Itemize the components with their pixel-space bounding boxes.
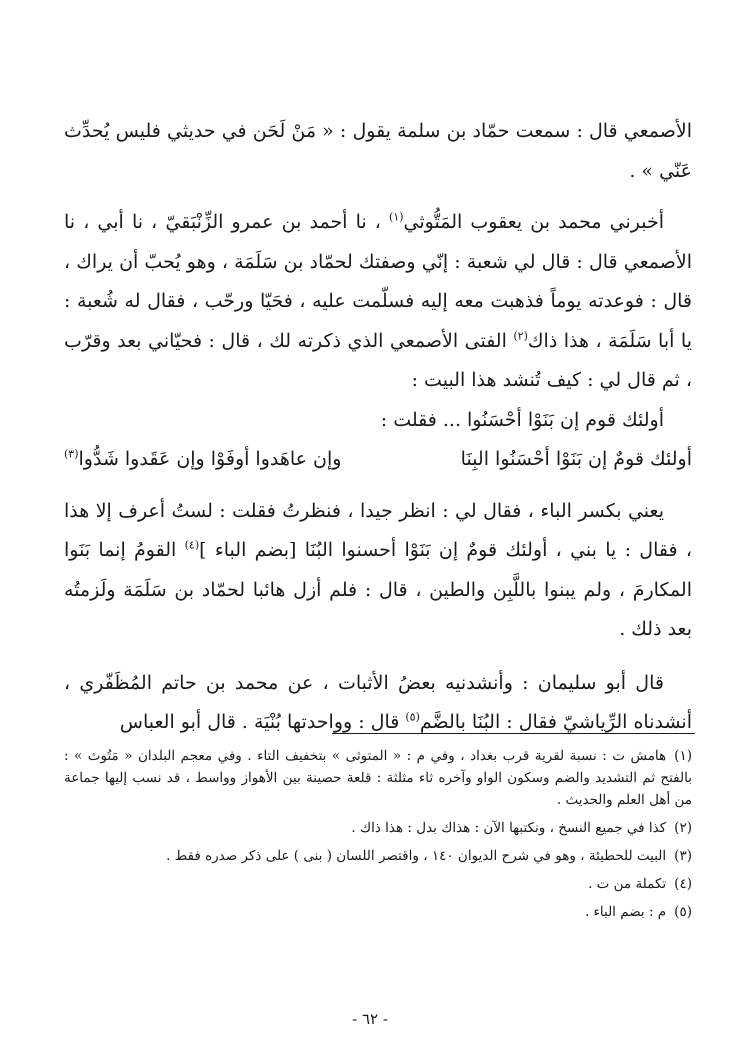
paragraph-2-start: أخبرني محمد بن يعقوب المَتُّوثي (403, 211, 664, 233)
paragraph-3-start: يعني بكسر الباء ، فقال لي : انظر جيدا ، فنظرتُ فقلت : لستُ أعرف إلا هذا ، فقال : يا بني ، أولئك قومٌ إن بَنَوْا أحسنوا البُنَا [بضم الباء ] (64, 499, 693, 561)
footnote-ref-2: (٢) (513, 329, 528, 343)
paragraph-3 (64, 492, 692, 650)
footnote-number: (٣) (674, 848, 692, 864)
paragraph-4-end: قال : وواحدتها بُنْيَة . قال أبو العباس (119, 711, 406, 733)
poetry-verse (64, 440, 692, 480)
footnote-text: هامش ت : نسبة لقرية قرب بغداد ، وفي م : « المتوثى » بتخفيف التاء . وفي معجم البلدان « مَتُوث » : بالفتح ثم التشديد والضم وسكون الواو وآخره ثاء مثلثة : قلعة حصينة بين الأهواز وواسط ، قد نسب إليها جماعة من أهل العلم والحديث . (64, 748, 692, 808)
page-number: - ٦٢ - (352, 1010, 388, 1028)
footnote-number: (٤) (674, 876, 692, 892)
paragraph-4-start: قال أبو سليمان : وأنشدنيه بعضُ الأثبات ، عن محمد بن حاتم المُظَفّري ، أنشدناه الرِّياشيّ فقال : البُنَا بالضَّم (64, 671, 692, 733)
footnote-number: (٢) (674, 820, 692, 836)
footnote-separator (332, 733, 695, 734)
verse-second-half (64, 440, 341, 480)
footnote-text: البيت للحطيئة ، وهو في شرح الديوان ١٤٠ ، واقتصر اللسان ( بنى ) على ذكر صدره فقط . (166, 848, 667, 864)
footnote-ref-4: (٤) (184, 538, 200, 552)
paragraph-1 (64, 112, 692, 191)
footnote-number: (٥) (674, 904, 692, 920)
verse-first-half: أولئك قومٌ إن بَنَوْا أحْسَنُوا البِنَا (460, 448, 692, 470)
footnote-ref-5: (٥) (405, 710, 420, 724)
footnote-4 (64, 873, 692, 895)
paragraph-1-line-1: الأصمعي قال : سمعت حمّاد بن سلمة يقول : « مَنْ لَحَن في حديثي فليس (115, 120, 693, 142)
paragraph-1-line-2: يُحدِّث عَنّي » . (64, 120, 692, 182)
footnote-1 (64, 745, 692, 811)
main-text (64, 112, 692, 743)
footnote-ref-3: (٣) (64, 447, 79, 461)
footnote-ref-1: (١) (389, 210, 404, 224)
paragraph-2-middle: ، نا أحمد بن عمرو الزِّنْبَقيّ ، نا أبي ، نا الأصمعي قال : قال لي شعبة : إنّي وصفتك لحمّاد بن سَلَمَة ، وهو يُحبّ أن يراك ، قال : فوعدته يوماً فذهبت معه إليه فسلّمت عليه ، فحَيّا ورحّب ، فقال له شُعبة : يا أبا سَلَمَة ، هذا ذاك (64, 211, 692, 352)
footnote-5 (64, 901, 692, 923)
footnote-3 (64, 845, 692, 867)
paragraph-2-end: الفتى الأصمعي الذي ذكرته لك ، قال : فحيّاني بعد وقرّب ، ثم قال لي : كيف تُنشد هذا البيت : (64, 329, 692, 391)
spacer (64, 480, 692, 492)
footnote-number: (١) (674, 748, 692, 764)
paragraph-2 (64, 203, 692, 401)
spacer (64, 191, 692, 203)
footnote-2 (64, 817, 692, 839)
spacer (64, 650, 692, 664)
footnote-text: م : بضم الباء . (584, 904, 667, 920)
footnotes (64, 745, 692, 929)
paragraph-3-end: القومُ إنما بَنَوا المكارمَ ، ولم يبنوا باللَّبِن والطين ، قال : فلم أزل هائبا لحمّاد بن سَلَمَة ولَزمتُه بعد ذلك . (64, 539, 692, 640)
verse-second-half-text: وإن عاهَدوا أوفَوْا وإن عَقَدوا شَدُّوا (78, 448, 342, 470)
quoted-hemistich: أولئك قوم إن بَنَوْا أحْسَنُوا ... فقلت : (380, 408, 664, 431)
footnote-text: كذا في جميع النسخ ، ونكتبها الآن : هذاك بدل : هذا ذاك . (351, 820, 667, 836)
footnote-text: تكملة من ت . (588, 876, 667, 892)
paragraph-4 (64, 664, 692, 743)
